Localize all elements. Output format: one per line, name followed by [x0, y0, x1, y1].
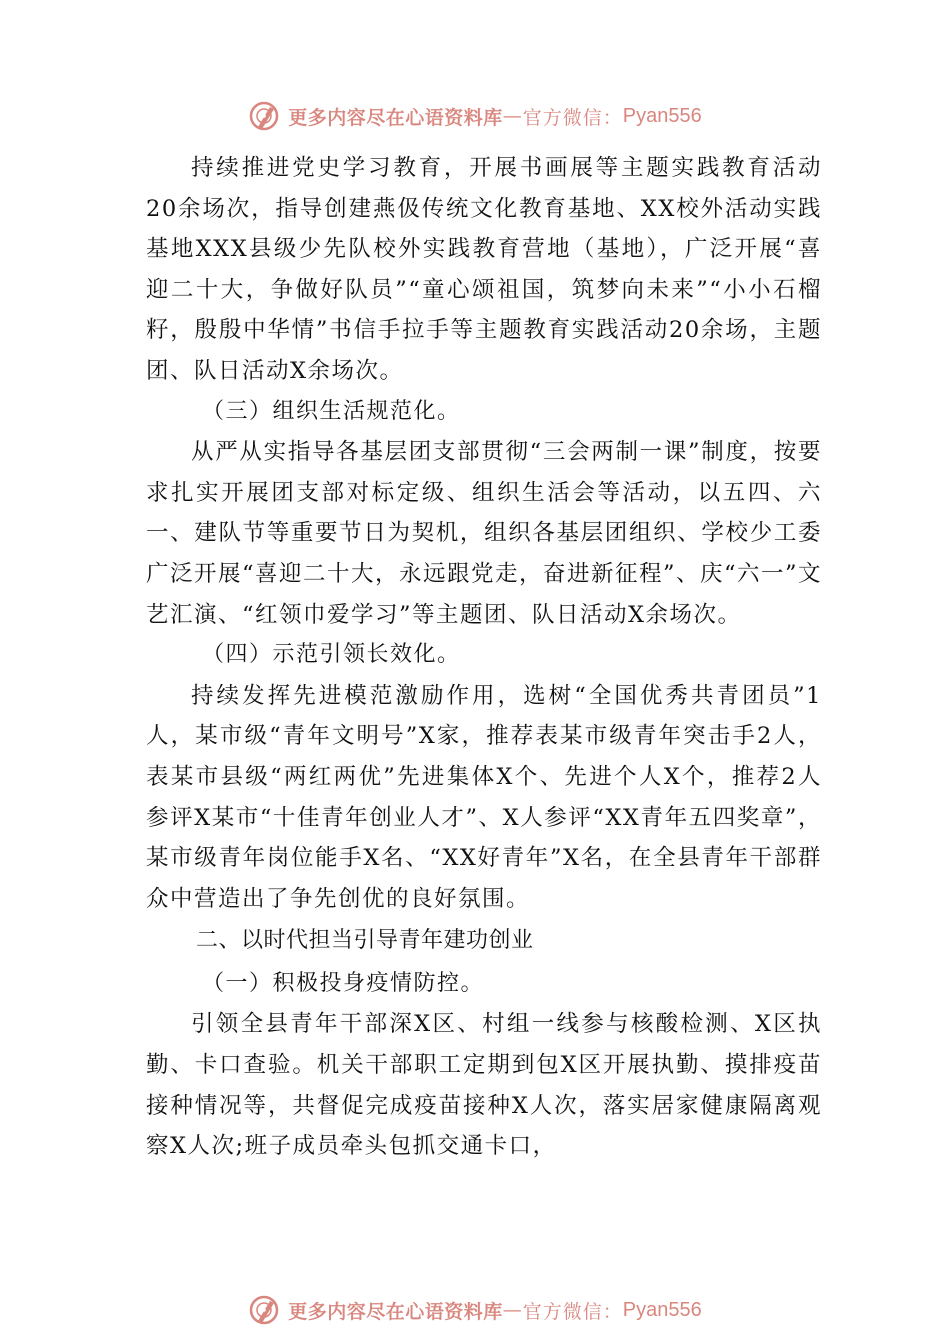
section-heading-two: 二、以时代担当引导青年建功创业 — [196, 928, 534, 954]
subheading-model-leadership: （四）示范引领长效化。 — [202, 642, 461, 668]
paragraph-model-leadership: 持续发挥先进模范激励作用，选树“全国优秀共青团员”1人，某市级“青年文明号”X家，推荐表某市级青年突击手2人，表某市县级“两红两优”先进集体X个、先进个人X个，推荐2人参评X某市“十佳青年创业人才”、X人参评“XX青年五四奖章”，某市级青年岗位能手X名、“XX好青年”X名，在全县青年干部群众中营造出了争先创优的良好氛围。 — [146, 682, 822, 912]
watermark-dash: — — [502, 105, 523, 127]
watermark-banner-bottom — [0, 1290, 950, 1330]
watermark-banner-top — [0, 96, 950, 136]
watermark-label: 官方微信： — [522, 1300, 623, 1323]
document-body — [146, 148, 822, 1167]
subheading-organization-life: （三）组织生活规范化。 — [202, 398, 461, 424]
paragraph-epidemic-prevention: 引领全县青年干部深X区、村组一线参与核酸检测、X区执勤、卡口查验。机关干部职工定期到包X区开展执勤、摸排疫苗接种情况等，共督促完成疫苗接种X人次，落实居家健康隔离观察X人次;班子成员牵头包抓交通卡口， — [146, 1011, 822, 1160]
watermark-label: 官方微信： — [522, 106, 623, 129]
paragraph-party-history: 持续推进党史学习教育，开展书画展等主题实践教育活动20余场次，指导创建燕伋传统文化教育基地、XX校外活动实践基地XXX县级少先队校外实践教育营地（基地），广泛开展“喜迎二十大，争做好队员”“童心颂祖国，筑梦向未来”“小小石榴籽，殷殷中华情”书信手拉手等主题教育实践活动20余场，主题团、队日活动X余场次。 — [146, 155, 822, 384]
pen-nib-logo-icon — [248, 99, 282, 133]
watermark-wechat-id: Pyan556 — [622, 1298, 702, 1321]
paragraph-organization-life: 从严从实指导各基层团支部贯彻“三会两制一课”制度，按要求扎实开展团支部对标定级、组织生活会等活动，以五四、六一、建队节等重要节日为契机，组织各基层团组织、学校少工委广泛开展“喜迎二十大，永远跟党走，奋进新征程”、庆“六一”文艺汇演、“红领巾爱学习”等主题团、队日活动X余场次。 — [146, 439, 823, 628]
watermark-main-text: 更多内容尽在心语资料库 — [288, 1300, 503, 1323]
subheading-epidemic-prevention: （一）积极投身疫情防控。 — [202, 970, 485, 996]
watermark-main-text: 更多内容尽在心语资料库 — [288, 106, 503, 129]
watermark-wechat-id: Pyan556 — [622, 104, 702, 127]
watermark-dash: — — [502, 1299, 523, 1321]
pen-nib-logo-icon — [248, 1293, 282, 1327]
